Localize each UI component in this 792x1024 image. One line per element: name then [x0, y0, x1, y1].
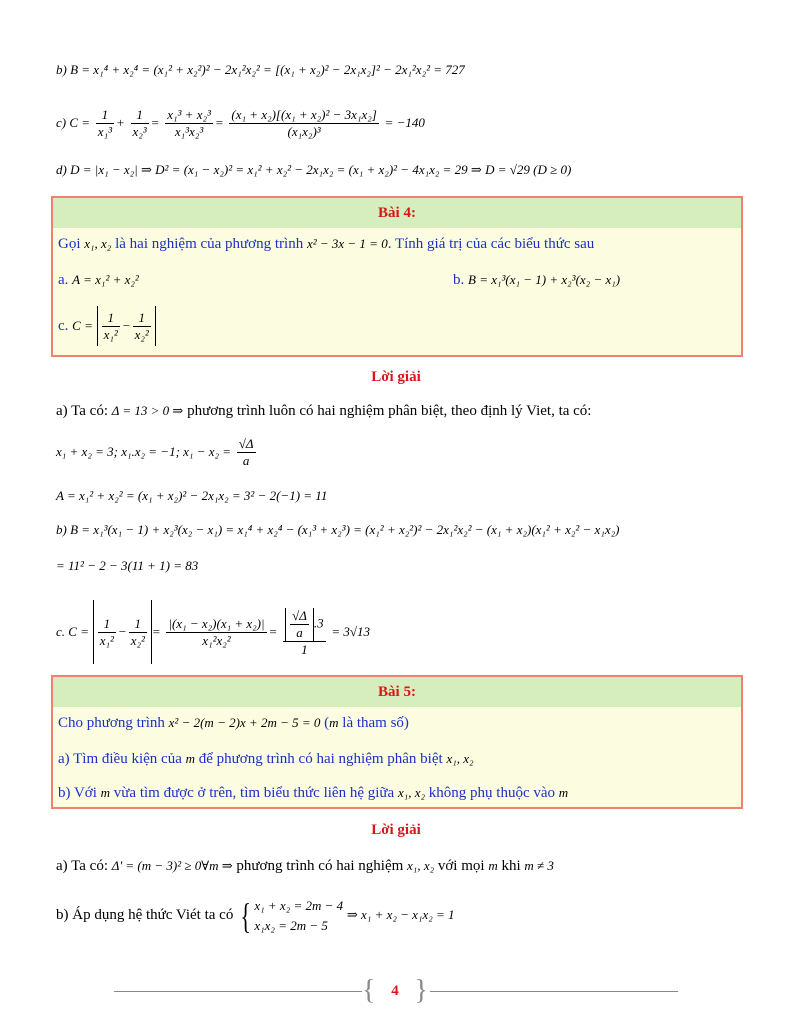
- equation: A = x₁² + x₂² = (x₁ + x₂)² − 2x₁x₂ = 3² − 2(−1) = 11: [56, 488, 328, 503]
- system-equation: x₁ + x₂ = 2m − 4: [254, 897, 344, 913]
- intro-text: là tham số): [342, 715, 409, 731]
- exercise-title: Bài 4:: [53, 198, 741, 228]
- fraction: [283, 608, 326, 658]
- fraction: [102, 310, 120, 343]
- solution-heading: Lời giải: [371, 369, 421, 385]
- variables: x₁, x₂: [397, 785, 426, 800]
- variable: m: [329, 715, 339, 730]
- numerator: 1: [96, 107, 114, 124]
- variables: x₁, x₂: [407, 858, 435, 873]
- variable: m: [100, 785, 111, 800]
- numerator: 1: [129, 616, 147, 633]
- equation: Δ' = (m − 3)² ≥ 0∀m ⇒: [111, 858, 233, 873]
- exercise-intro: [58, 713, 409, 733]
- variable: m: [558, 785, 569, 800]
- fraction: [98, 616, 116, 649]
- variable: m: [488, 858, 498, 873]
- denominator: x₂²: [130, 633, 145, 649]
- text: phương trình có hai nghiệm: [236, 858, 404, 874]
- expression-prefix: C =: [72, 318, 93, 333]
- fraction: [229, 107, 378, 140]
- numerator: |(x₁ − x₂)(x₁ + x₂)|: [168, 616, 265, 632]
- equation-result: = −140: [384, 115, 425, 130]
- intro-text: Cho phương trình: [58, 715, 165, 731]
- numerator: √Δ: [238, 436, 254, 452]
- fraction: [131, 107, 149, 140]
- denominator: x₁³x₂³: [174, 124, 204, 140]
- footer-rule-left: [114, 991, 362, 992]
- equation: d) D = |x₁ − x₂| ⇒ D² = (x₁ − x₂)² = x₁² + x₂² − 2x₁x₂ = (x₁ + x₂)² − 4x₁x₂ = 29 ⇒ D = √29 (D ≥ 0): [56, 162, 572, 177]
- numerator: 1: [131, 107, 149, 124]
- solution-line-c: c) C = $\frac{1}{\text{x₁³}}$ + $\frac{1}{\text{x₂³}}$ = $\frac{\text{x₁³ + x₂³}}{\text{x₁³x₂³}}$ = $\frac{\text{(x₁ + x₂)[(x₁ + x₂)² − 3x₁x₂]}}{\text{(x₁x₂)³}}$ = −140: [56, 107, 425, 140]
- text: phương trình luôn có hai nghiệm phân biệt, theo định lý Viet, ta có:: [187, 403, 592, 419]
- denominator: x₁²x₂²: [202, 633, 231, 649]
- equation-prefix: c) C =: [56, 115, 91, 130]
- text: với mọi: [437, 858, 485, 874]
- fraction: [166, 616, 266, 649]
- text: a) Ta có:: [56, 403, 108, 419]
- intro-text: . Tính giá trị của các biểu thức sau: [387, 236, 595, 252]
- question-text: không phụ thuộc vào: [428, 785, 556, 801]
- footer-rule-right: [430, 991, 678, 992]
- numerator: x₁³ + x₂³: [167, 107, 211, 123]
- denominator: x₂²: [134, 327, 149, 343]
- question-text: a) Tìm điều kiện của: [58, 751, 182, 767]
- solution-heading: Lời giải: [371, 822, 421, 838]
- absolute-value: $\frac{1}{\text{x₁²}}$ − $\frac{1}{\text{x₂²}}$: [97, 306, 156, 346]
- denominator: a: [296, 624, 303, 640]
- denominator: (x₁x₂)³: [287, 124, 321, 140]
- fraction: [237, 436, 256, 469]
- intro-text: (: [324, 715, 330, 731]
- question-text: b) Với: [58, 785, 97, 801]
- denominator: x₁²: [99, 633, 114, 649]
- equation: x² − 3x − 1 = 0: [306, 236, 388, 251]
- numerator: (x₁ + x₂)[(x₁ + x₂)² − 3x₁x₂]: [231, 107, 377, 123]
- page-number-frame: [362, 975, 428, 1006]
- text: b) Áp dụng hệ thức Viét ta có: [56, 907, 234, 923]
- numerator: 1: [98, 616, 116, 633]
- item-label: a.: [58, 272, 69, 288]
- solution-line-d: [56, 160, 571, 180]
- absolute-value: $\frac{1}{\text{x₁²}}$ − $\frac{1}{\text{x₂²}}$: [93, 600, 152, 664]
- denominator: 1: [301, 641, 308, 657]
- exercise-title: Bài 5:: [53, 677, 741, 707]
- equation-prefix: c. C =: [56, 624, 89, 639]
- text: khi: [501, 858, 521, 874]
- exercise-intro: [58, 234, 594, 254]
- equation: x₁ + x₂ = 3; x₁.x₂ = −1; x₁ − x₂ =: [56, 444, 232, 459]
- system-brace: {: [240, 895, 251, 936]
- exercise-item-c: [58, 306, 156, 346]
- equation: b) B = x₁³(x₁ − 1) + x₂³(x₂ − x₁) = x₁⁴ + x₂⁴ − (x₁³ + x₂³) = (x₁² + x₂²)² − 2x₁²x₂² − (x₁ + x₂)(x₁² + x₂² − x₁x₂): [56, 522, 620, 537]
- solution-b-line2: [56, 556, 198, 576]
- solution-a-result: [56, 486, 327, 506]
- solution-5b: [56, 893, 455, 937]
- equation: x² − 2(m − 2)x + 2m − 5 = 0: [168, 715, 321, 730]
- equation: Δ = 13 > 0 ⇒: [111, 403, 184, 418]
- denominator: x₂³: [132, 124, 147, 140]
- solution-line-b: [56, 60, 465, 80]
- exercise-box-5: [51, 675, 743, 809]
- denominator: x₁³: [97, 124, 112, 140]
- solution-c: c. C = $\frac{1}{\text{x₁²}}$ − $\frac{1}{\text{x₂²}}$ = $\frac{\text{|(x₁ − x₂)(x₁ + x₂)|}}{\text{x₁²x₂²}}$ = $\frac{√\Delta}{a}$ .3 1 = 3√13: [56, 600, 370, 664]
- item-label: c.: [58, 318, 69, 334]
- page-number: 4: [391, 983, 399, 999]
- solution-b-line1: [56, 520, 619, 540]
- variable: m: [185, 751, 195, 766]
- equation-result: = 3√13: [331, 624, 371, 639]
- exercise-question-b: [58, 783, 568, 803]
- denominator: a: [242, 453, 250, 469]
- fraction: [129, 616, 147, 649]
- numerator: 1: [102, 310, 120, 327]
- fraction: [165, 107, 213, 140]
- numerator: [283, 608, 326, 642]
- fraction: [96, 107, 114, 140]
- bracket-right-icon: }: [414, 975, 428, 1006]
- variables: x₁, x₂: [446, 751, 474, 766]
- question-text: vừa tìm được ở trên, tìm biểu thức liên hệ giữa: [113, 785, 395, 801]
- exercise-item-a: [58, 270, 139, 290]
- solution-a-viet: [56, 430, 258, 474]
- solution-5a: [56, 856, 554, 876]
- bracket-left-icon: {: [362, 975, 376, 1006]
- solution-a-intro: [56, 401, 591, 421]
- equation-result: ⇒ x₁ + x₂ − x₁x₂ = 1: [346, 907, 455, 922]
- condition: m ≠ 3: [524, 858, 554, 873]
- system-equation: x₁x₂ = 2m − 5: [254, 917, 328, 933]
- exercise-item-b: [453, 270, 620, 290]
- equation: b) B = x₁⁴ + x₂⁴ = (x₁² + x₂²)² − 2x₁²x₂² = [(x₁ + x₂)² − 2x₁x₂]² − 2x₁²x₂² = 727: [56, 62, 465, 77]
- absolute-value: [285, 608, 314, 641]
- variables: x₁, x₂: [84, 236, 112, 251]
- question-text: để phương trình có hai nghiệm phân biệt: [198, 751, 443, 767]
- equation: = 11² − 2 − 3(11 + 1) = 83: [56, 558, 199, 573]
- exercise-question-a: [58, 749, 474, 769]
- exercise-box-4: [51, 196, 743, 357]
- expression: A = x₁² + x₂²: [72, 272, 139, 287]
- numerator: 1: [133, 310, 151, 327]
- intro-text: Gọi: [58, 236, 81, 252]
- intro-text: là hai nghiệm của phương trình: [115, 236, 304, 252]
- equation-system: [254, 896, 343, 936]
- expression: B = x₁³(x₁ − 1) + x₂³(x₂ − x₁): [468, 272, 621, 287]
- text: a) Ta có:: [56, 858, 108, 874]
- item-label: b.: [453, 272, 465, 288]
- numerator: √Δ: [292, 607, 307, 623]
- fraction: [290, 608, 309, 641]
- fraction: [133, 310, 151, 343]
- denominator: x₁²: [103, 327, 118, 343]
- multiplier: .3: [313, 615, 324, 631]
